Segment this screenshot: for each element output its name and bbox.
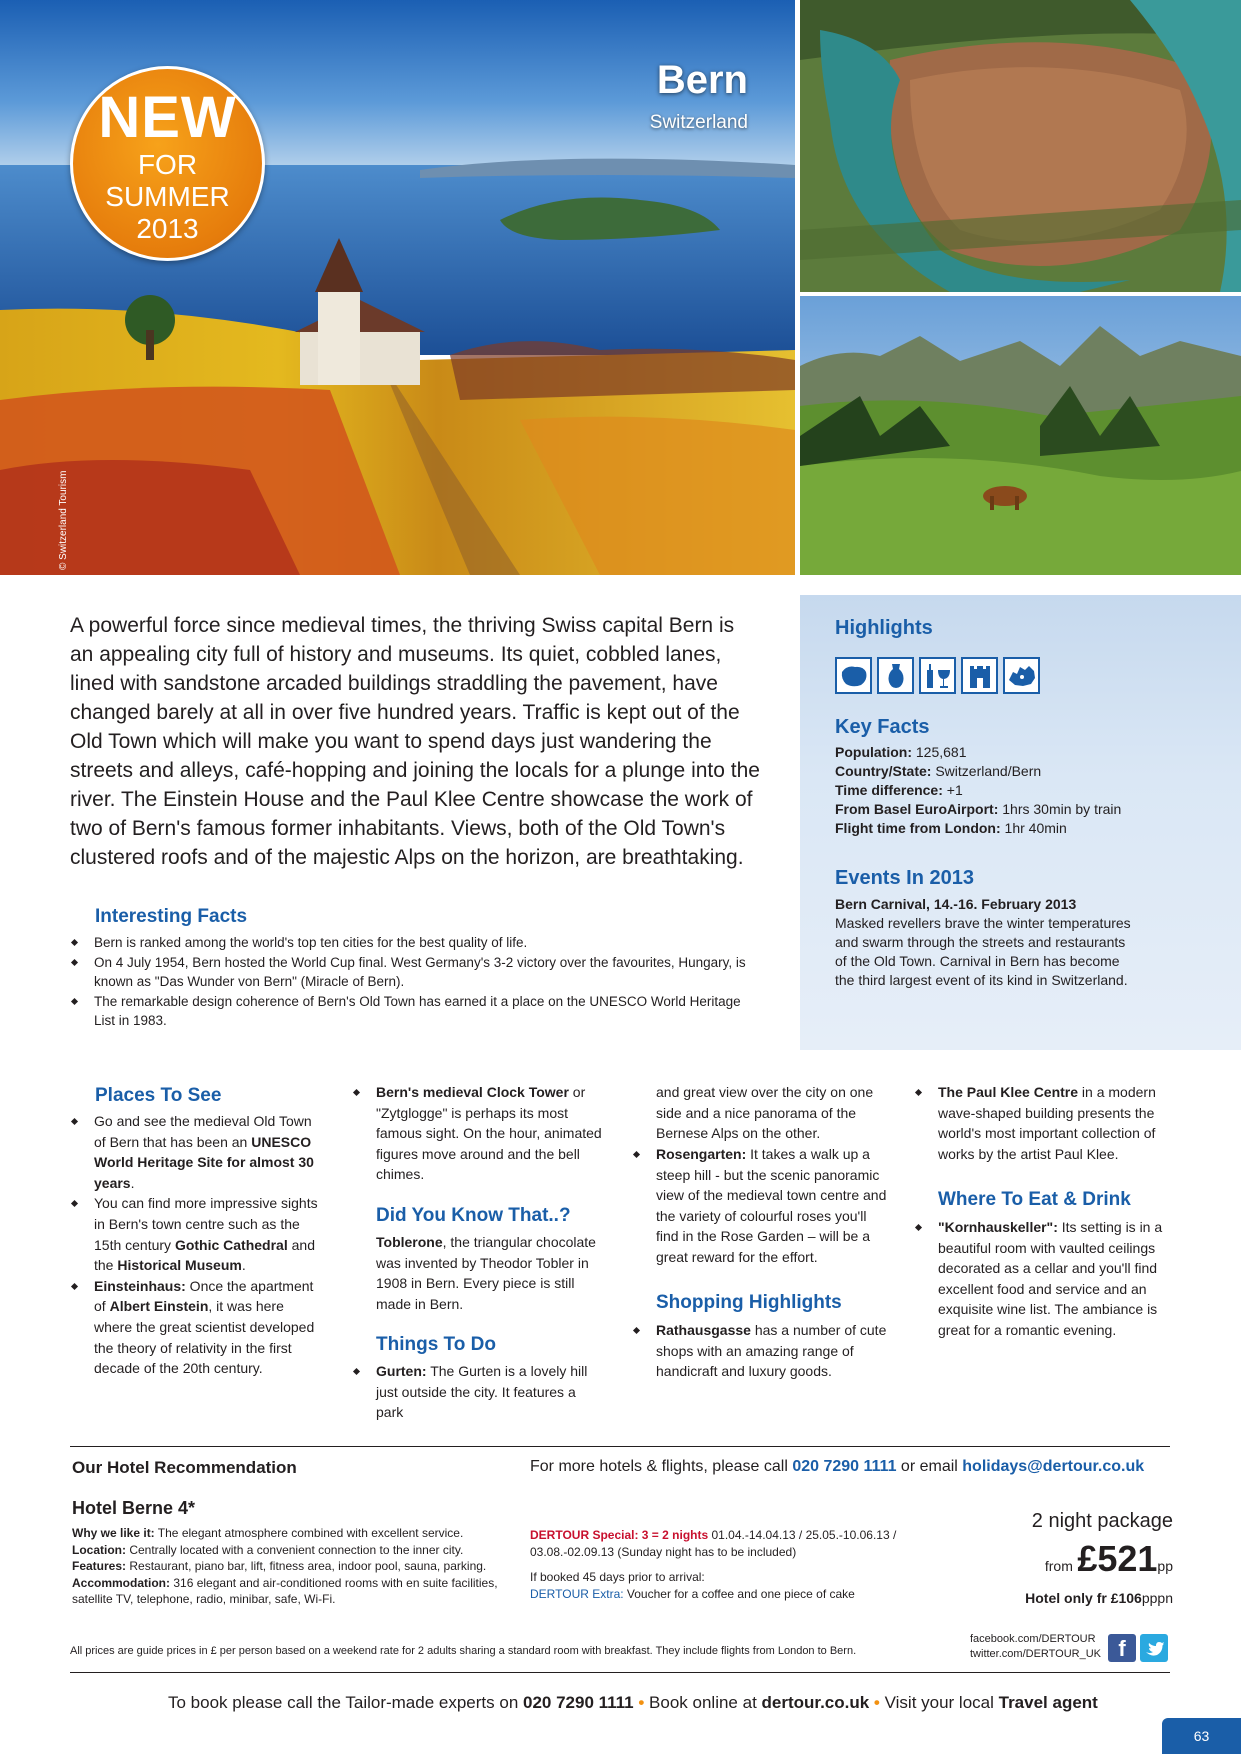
city-title: Bern: [656, 58, 748, 102]
label: Features:: [72, 1559, 127, 1573]
intro-paragraph: A powerful force since medieval times, the thriving Swiss capital Bern is an appealing city full of history and museums. Its quiet, cobbled lanes, lined with sandstone arcaded buildings straddling the pavement, have changed barely at all in over five hundred years. Traffic is kept out of the Old Town which will make you want to spend days just wandering the streets and alleys, café-hopping and joining the locals for a plunge into the river. The Einstein House and the Paul Klee Centre showcase the work of two of Bern's famous former inhabitants. Views, both of the Old Town's clustered roofs and of the majestic Alps on the horizon, are breathtaking.: [70, 614, 760, 869]
divider: [70, 1672, 1170, 1673]
text: 316 elegant and air-conditioned rooms with en suite facilities, satellite TV, telephone, radio, minibar, safe, Wi-Fi.: [72, 1575, 498, 1606]
hotel-only-price: [960, 1590, 1173, 1606]
text-bold: "Kornhauskeller":: [938, 1219, 1058, 1235]
eat-list: [914, 1217, 1164, 1341]
gurten-continued: and great view over the city on one side and a nice panorama of the Bernese Alps on the other.: [656, 1084, 874, 1142]
contact-line: [530, 1458, 1170, 1476]
highlights-heading: Highlights: [835, 617, 933, 639]
hotel-details: [72, 1525, 502, 1608]
travel-agent-text: Travel agent: [998, 1693, 1098, 1712]
region-map-icon: [1003, 657, 1040, 694]
text: and the: [94, 1236, 315, 1274]
castle-icon: [961, 657, 998, 694]
dertour-offers: [530, 1527, 930, 1602]
text-bold: Rathausgasse: [656, 1322, 751, 1338]
extra-label: DERTOUR Extra:: [530, 1586, 624, 1601]
fact-value: +1: [942, 782, 963, 798]
places-to-see-heading: Places To See: [95, 1085, 222, 1106]
divider: [70, 1446, 1170, 1447]
new-for-summer-badge: [70, 66, 265, 261]
list-item: [70, 1111, 320, 1193]
package-price: [960, 1538, 1173, 1580]
contact-phone[interactable]: 020 7290 1111: [792, 1458, 897, 1475]
list-item: [70, 1193, 320, 1275]
text: To book please call the Tailor-made experts on: [168, 1693, 523, 1712]
text: Visit your local: [884, 1693, 999, 1712]
price-unit: pp: [1157, 1558, 1173, 1574]
special-deal: 3 = 2 nights: [638, 1528, 709, 1542]
separator-dot: •: [869, 1693, 885, 1712]
text-bold: Hotel only fr £106: [1025, 1590, 1142, 1606]
facebook-icon[interactable]: f: [1108, 1634, 1136, 1662]
text: pppn: [1141, 1590, 1173, 1606]
country-subtitle: Switzerland: [649, 112, 748, 133]
vase-icon: [877, 657, 914, 694]
fact-label: From Basel EuroAirport:: [835, 801, 999, 817]
text-bold: Toblerone: [376, 1234, 443, 1250]
list-item: The remarkable design coherence of Bern's Old Town has earned it a place on the UNESCO World Heritage List in 1983.: [70, 992, 755, 1031]
event-title: Bern Carnival, 14.-16. February 2013: [835, 896, 1077, 912]
things-to-do-list: [352, 1361, 602, 1423]
price-disclaimer: All prices are guide prices in £ per person based on a weekend rate for 2 adults sharing a standard room with breakfast. They include flights from London to Bern.: [70, 1645, 857, 1657]
did-you-know-text: [376, 1232, 602, 1314]
key-facts-heading: Key Facts: [835, 716, 930, 738]
text-bold: Albert Einstein: [109, 1298, 209, 1315]
booked-early: If booked 45 days prior to arrival:: [530, 1570, 705, 1584]
text: Go and see the medieval Old Town of Bern that has been an: [94, 1113, 312, 1150]
text-bold: Historical Museum: [117, 1257, 242, 1274]
list-item: Bern is ranked among the world's top ten cities for the best quality of life.: [70, 933, 755, 953]
fact-label: Flight time from London:: [835, 820, 1001, 836]
wine-icon: [919, 657, 956, 694]
map-icon: [835, 657, 872, 694]
page-number: 63: [1162, 1718, 1241, 1754]
text: Book online at: [649, 1693, 762, 1712]
contact-email-link[interactable]: holidays@dertour.co.uk: [962, 1458, 1145, 1475]
fact-label: Population:: [835, 744, 912, 760]
text: Centrally located with a convenient connection to the inner city.: [126, 1542, 464, 1557]
text: 01.04.-14.04.13 / 25.05.-10.06.13 / 03.08.-02.09.13 (Sunday night has to be included): [530, 1528, 897, 1559]
text-bold: Bern's medieval Clock Tower: [376, 1084, 569, 1100]
text-bold: Gothic Cathedral: [174, 1236, 288, 1253]
list-item: [632, 1320, 888, 1382]
list-item: On 4 July 1954, Bern hosted the World Cup final. West Germany's 3-2 victory over the favourites, Hungary, is known as "Das Wunder von Bern" (Miracle of Bern).: [70, 953, 755, 992]
text: It takes a walk up a steep hill - but the scenic panoramic view of the medieval town centre and the variety of colourful roses you'll find in the Rose Garden – will be a great reward for the effort.: [656, 1146, 887, 1265]
text: Its setting is in a beautiful room with vaulted ceilings decorated as a cellar and you'll find excellent food and service and an exquisite wine list. The ambiance is great for a romantic evening.: [938, 1219, 1163, 1338]
list-item: [352, 1361, 602, 1423]
text-bold: Rosengarten:: [656, 1146, 747, 1162]
price-from: from: [1044, 1558, 1073, 1574]
dertour-special: [530, 1527, 930, 1560]
dertour-extra: [530, 1586, 930, 1603]
label: Location:: [72, 1542, 126, 1557]
text: Once the apartment of: [94, 1277, 314, 1315]
text-bold: Einsteinhaus:: [94, 1277, 186, 1294]
twitter-link[interactable]: twitter.com/DERTOUR_UK: [970, 1648, 1102, 1660]
badge-line1: FOR SUMMER: [105, 149, 230, 212]
fact-basel-airport: [835, 800, 1215, 819]
fact-flight-time: [835, 819, 1215, 838]
badge-new: NEW: [98, 85, 237, 150]
list-item: [352, 1082, 602, 1185]
text: .: [241, 1257, 246, 1274]
info-sidebar: [800, 595, 1241, 1050]
did-you-know-heading: Did You Know That..?: [376, 1205, 571, 1226]
highlights-icons: [835, 657, 1040, 694]
special-label: DERTOUR Special:: [530, 1528, 639, 1542]
hotel-recommendation-heading: Our Hotel Recommendation: [72, 1458, 297, 1477]
event-text: Masked revellers brave the winter temperatures and swarm through the streets and restaurants of the Old Town. Carnival in Bern has become the third largest event of its kind in Switzerland.: [835, 915, 1131, 988]
fact-value: Switzerland/Bern: [931, 763, 1042, 779]
interesting-facts-heading: Interesting Facts: [95, 906, 248, 927]
booking-footer: [168, 1693, 1098, 1713]
fact-value: 1hr 40min: [1000, 820, 1067, 836]
text: or email: [896, 1458, 963, 1475]
text: , the triangular chocolate was invented by Theodor Tobler in 1908 in Bern. Every piece is still made in Bern.: [376, 1234, 596, 1312]
text: The Gurten is a lovely hill just outside the city. It features a park: [376, 1363, 588, 1421]
text: Voucher for a coffee and one piece of cake: [623, 1586, 855, 1601]
label: Why we like it:: [72, 1526, 155, 1540]
list-item: [914, 1082, 1164, 1164]
hotel-why: [72, 1525, 502, 1542]
interesting-facts-list: [70, 933, 755, 1031]
label: Accommodation:: [72, 1575, 171, 1590]
badge-line2: 2013: [136, 213, 199, 244]
text: or "Zytglogge" is perhaps its most famous sight. On the hour, animated figures move around and the bell chimes.: [376, 1084, 602, 1183]
fact-value: 125,681: [912, 744, 967, 760]
rosengarten-list: [632, 1144, 888, 1268]
list-item: [70, 1276, 320, 1379]
text-bold: UNESCO World Heritage Site for almost 30 years: [94, 1133, 314, 1191]
fact-country: [835, 762, 1215, 781]
shopping-list: [632, 1320, 888, 1382]
fact-label: Time difference:: [835, 782, 943, 798]
shopping-highlights-heading: Shopping Highlights: [656, 1292, 842, 1313]
text: has a number of cute shops with an amazing range of handicraft and luxury goods.: [656, 1322, 887, 1380]
text: in a modern wave-shaped building presents the world's most important collection of works by the artist Paul Klee.: [938, 1084, 1156, 1162]
column-2: [352, 1082, 602, 1185]
fact-time-difference: [835, 781, 1215, 800]
photo-credit-text: © Switzerland Tourism: [58, 470, 69, 570]
places-to-see-list: [70, 1111, 320, 1379]
fact-value: 1hrs 30min by train: [998, 801, 1122, 817]
text: You can find more impressive sights in Bern's town centre such as the 15th century: [94, 1195, 318, 1253]
booking-phone[interactable]: 020 7290 1111: [523, 1693, 634, 1712]
where-to-eat-heading: Where To Eat & Drink: [938, 1189, 1131, 1210]
list-item: [632, 1144, 888, 1268]
fact-label: Country/State:: [835, 763, 932, 779]
text: For more hotels & flights, please call: [530, 1458, 793, 1475]
text: Restaurant, piano bar, lift, fitness area, indoor pool, sauna, parking.: [126, 1559, 487, 1573]
text: The elegant atmosphere combined with excellent service.: [154, 1526, 464, 1540]
paul-klee-list: [914, 1082, 1164, 1164]
twitter-icon[interactable]: [1140, 1634, 1168, 1662]
booking-website-link[interactable]: dertour.co.uk: [761, 1693, 870, 1712]
text: , it was here where the great scientist developed the theory of relativity in the first decade of the 20th century.: [94, 1298, 315, 1377]
facebook-link[interactable]: facebook.com/DERTOUR: [970, 1633, 1096, 1645]
package-label: 2 night package: [1031, 1510, 1173, 1532]
fact-population: [835, 743, 1215, 762]
hero-photo-aerial-old-town: [800, 0, 1241, 292]
hotel-location: [72, 1542, 502, 1559]
list-item: [914, 1217, 1164, 1341]
social-links: [970, 1632, 1101, 1662]
events-heading: Events In 2013: [835, 867, 974, 889]
separator-dot: •: [633, 1693, 650, 1712]
event-block: [835, 895, 1135, 990]
photo-credit: [58, 460, 72, 570]
things-to-do-heading: Things To Do: [376, 1334, 496, 1355]
key-facts-list: [835, 743, 1215, 838]
text-bold: Gurten:: [376, 1363, 427, 1379]
hotel-features: [72, 1558, 502, 1575]
price-value: £521: [1077, 1538, 1158, 1579]
text: .: [130, 1174, 135, 1191]
hotel-accommodation: [72, 1575, 502, 1608]
hotel-name: Hotel Berne 4*: [72, 1498, 196, 1518]
text-bold: The Paul Klee Centre: [938, 1084, 1079, 1100]
hero-photo-alpine-meadow: [800, 296, 1241, 575]
